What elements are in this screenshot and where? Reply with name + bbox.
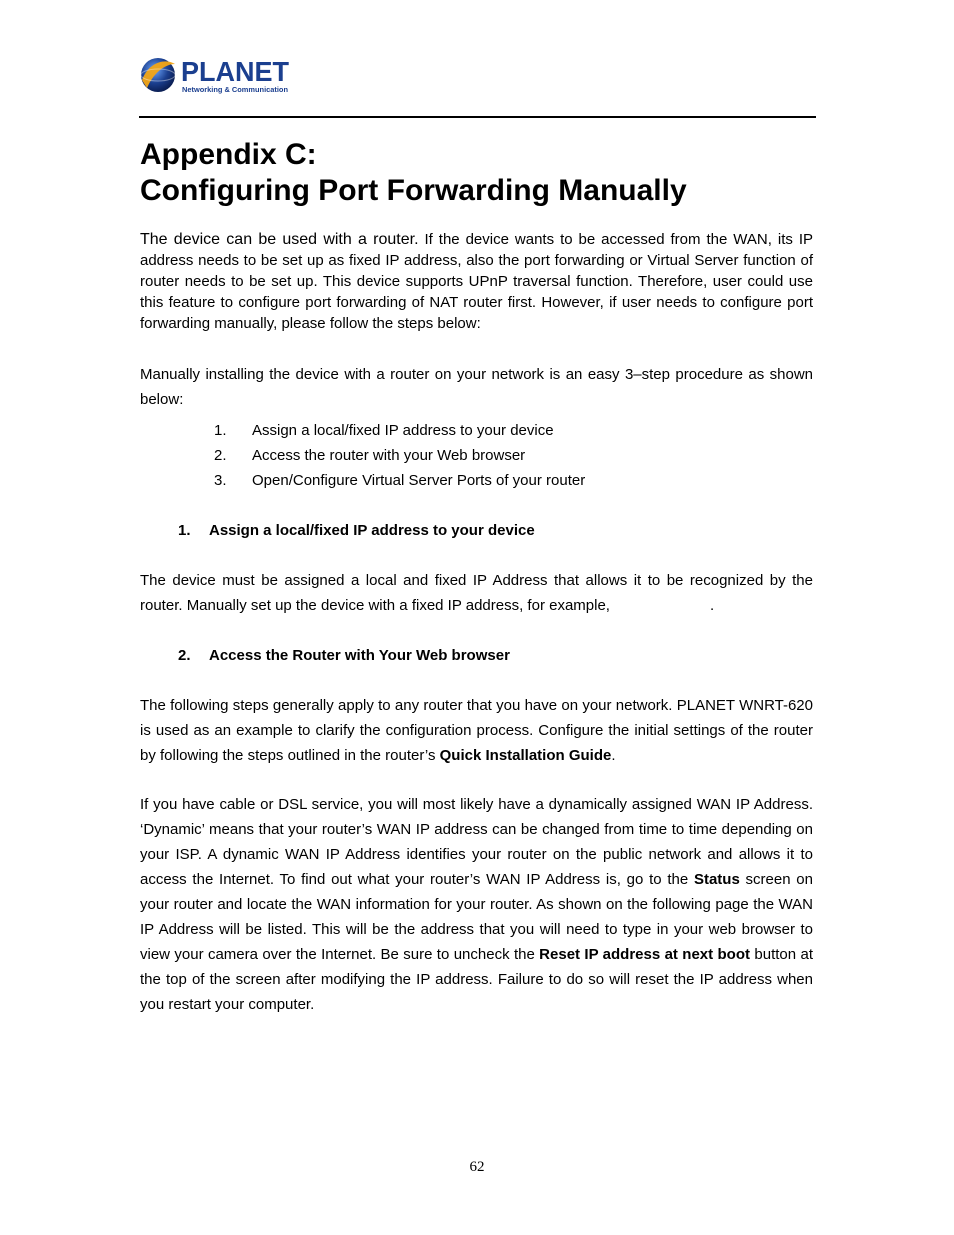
section-number: 2. <box>178 647 191 664</box>
page-number: 62 <box>469 1159 485 1175</box>
section-heading-text: Access the Router with Your Web browser <box>209 647 510 664</box>
step-number: 3. <box>214 472 227 489</box>
paragraph-text: screen on your router and locate the WAN information for your router. As shown on the following page the WAN IP Address will be listed. This will be the address that you will need to type in your web browser to view your camera over the Internet. Be sure to uncheck the <box>140 871 813 963</box>
section-number: 1. <box>178 522 191 539</box>
step-text: Access the router with your Web browser <box>252 447 526 464</box>
intro-paragraph <box>140 229 813 334</box>
paragraph-text: button at the top of the screen after modifying the IP address. Failure to do so will reset the IP address when you restart your computer. <box>140 946 813 1013</box>
paragraph-text: The following steps generally apply to any router that you have on your network. PLANET WNRT-620 is used as an example to clarify the configuration process. Configure the initial settings of the router by following the steps outlined in the router’s <box>140 697 813 764</box>
section-2-paragraph-1 <box>140 693 813 768</box>
section-1-paragraph: The device must be assigned a local and fixed IP Address that allows it to be recognized by the router. Manually set up the device with a fixed IP address, for example, . <box>140 572 818 614</box>
step-number: 1. <box>214 422 227 439</box>
list-item <box>214 468 585 493</box>
header-rule <box>139 116 816 118</box>
status-screen-ref: Status <box>693 871 740 888</box>
title-line-2: Configuring Port Forwarding Manually <box>140 174 687 207</box>
section-2-paragraph-2 <box>140 792 813 1017</box>
list-item <box>214 443 585 468</box>
section-1-heading <box>178 518 535 543</box>
intro-rest: If the device wants to be accessed from the WAN, its IP address needs to be set up as fixed IP address, also the port forwarding or Virtual Server function of router needs to be set up. This device supports UPnP traversal function. Therefore, user could use this feature to configure port forwarding of NAT router first. However, if user needs to configure port forwarding manually, please follow the steps below: <box>140 231 814 332</box>
title-line-1: Appendix C: <box>140 138 317 171</box>
procedure-steps <box>214 418 585 493</box>
globe-icon <box>141 58 175 92</box>
logo-tagline: Networking & Communication <box>182 85 289 94</box>
logo-wordmark: PLANET <box>181 56 289 87</box>
step-text: Assign a local/fixed IP address to your device <box>252 422 554 439</box>
section-2-heading <box>178 643 510 668</box>
reset-ip-ref: Reset IP address at next boot <box>539 946 751 963</box>
step-text: Open/Configure Virtual Server Ports of your router <box>252 472 586 489</box>
quick-installation-guide-ref: Quick Installation Guide <box>439 747 612 764</box>
step-number: 2. <box>214 447 227 464</box>
intro-lead: The device can be used with a router. <box>140 231 419 248</box>
planet-logo <box>139 54 299 96</box>
manual-install-paragraph: Manually installing the device with a router on your network is an easy 3–step procedure as shown below: <box>140 366 813 408</box>
list-item <box>214 418 585 443</box>
section-heading-text: Assign a local/fixed IP address to your device <box>209 522 535 539</box>
page-title <box>140 137 820 209</box>
paragraph-text: . <box>611 747 616 764</box>
paragraph-text: If you have cable or DSL service, you will most likely have a dynamically assigned WAN IP Address. ‘Dynamic’ means that your router’s WAN IP address can be changed from time to time depending on your ISP. A dynamic WAN IP Address identifies your router on the public network and allows it to access the Internet. To find out what your router’s WAN IP Address is, go to the <box>140 796 813 888</box>
